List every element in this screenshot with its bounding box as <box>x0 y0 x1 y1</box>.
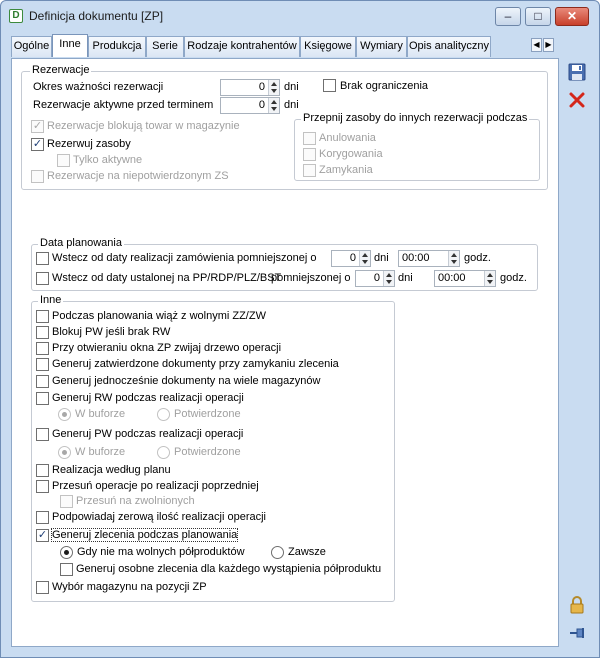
zwijaj-drzewo-label: Przy otwieraniu okna ZP zwijaj drzewo operacji <box>52 342 282 354</box>
korygowania-label: Korygowania <box>319 148 383 160</box>
tab-ksiegowe[interactable]: Księgowe <box>300 36 356 57</box>
tab-scroll-right-button[interactable]: ▶ <box>543 38 554 52</box>
title-bar[interactable] <box>1 1 599 31</box>
tab-rodzaje-kontrahentow[interactable]: Rodzaje kontrahentów <box>184 36 300 57</box>
save-button[interactable] <box>566 61 588 83</box>
tab-opis-analityczny[interactable]: Opis analityczny <box>407 36 491 57</box>
zwijaj-drzewo-checkbox[interactable] <box>36 342 49 355</box>
maximize-button[interactable]: □ <box>525 7 551 26</box>
wstecz-ustalonej-checkbox[interactable] <box>36 272 49 285</box>
okres-waznosci-label: Okres ważności rezerwacji <box>33 81 164 93</box>
przesun-operacje-checkbox[interactable] <box>36 480 49 493</box>
pin-icon <box>567 623 587 643</box>
generuj-zatwierdzone-label: Generuj zatwierdzone dokumenty przy zamykaniu zlecenia <box>52 358 339 370</box>
osobne-zlecenia-checkbox[interactable] <box>60 563 73 576</box>
group-rezerwacje-title: Rezerwacje <box>32 64 90 76</box>
blokuja-towar-checkbox[interactable]: ✓ <box>32 120 43 132</box>
okres-waznosci-stepper[interactable] <box>220 79 280 96</box>
pw-w-buforze-label: W buforze <box>75 446 126 458</box>
tylko-aktywne-label: Tylko aktywne <box>73 154 143 166</box>
wstecz-realizacji-time-value: 00:00 <box>402 252 430 264</box>
przesun-zwolnionych-label: Przesuń na zwolnionych <box>76 495 195 507</box>
zamykania-label: Zamykania <box>319 164 373 176</box>
wiaz-checkbox[interactable] <box>36 310 49 323</box>
minimize-button[interactable]: – <box>495 7 521 26</box>
niepotwierdzone-zs-label: Rezerwacje na niepotwierdzonym ZS <box>47 170 229 182</box>
realizacja-planu-checkbox[interactable] <box>36 464 49 477</box>
wstecz-realizacji-time-stepper[interactable] <box>398 250 460 267</box>
lock-button[interactable] <box>566 594 588 616</box>
generuj-pw-label: Generuj PW podczas realizacji operacji <box>52 428 244 440</box>
niepotwierdzone-zs-checkbox[interactable] <box>31 170 44 183</box>
zawsze-label: Zawsze <box>288 546 326 558</box>
anulowania-checkbox[interactable] <box>303 132 316 145</box>
blokuj-pw-label: Blokuj PW jeśli brak RW <box>52 326 171 338</box>
wstecz-ustalonej-time-stepper[interactable] <box>434 270 496 287</box>
wstecz-ustalonej-unit: dni <box>398 272 413 284</box>
stepper-arrows-icon[interactable] <box>268 80 279 95</box>
app-icon: D <box>9 9 23 23</box>
tab-content-panel <box>11 58 559 647</box>
wybor-magazynu-label: Wybór magazynu na pozycji ZP <box>52 581 207 593</box>
group-inne-title: Inne <box>40 294 62 306</box>
wstecz-ustalonej-days-stepper[interactable] <box>355 270 395 287</box>
zawsze-radio[interactable] <box>271 546 284 559</box>
gdy-nie-ma-label: Gdy nie ma wolnych półproduktów <box>77 546 245 558</box>
generuj-jednoczesnie-checkbox[interactable] <box>36 375 49 388</box>
wstecz-realizacji-label: Wstecz od daty realizacji zamówienia <box>52 252 235 264</box>
realizacja-planu-label: Realizacja według planu <box>52 464 171 476</box>
brak-ograniczenia-checkbox[interactable] <box>323 79 336 92</box>
brak-ograniczenia-label: Brak ograniczenia <box>340 80 429 92</box>
lock-icon <box>567 595 587 615</box>
wstecz-realizacji-mid: pomniejszonej o <box>237 252 317 264</box>
gdy-nie-ma-radio[interactable] <box>60 546 73 559</box>
wstecz-realizacji-suffix: godz. <box>464 252 491 264</box>
pin-button[interactable] <box>566 622 588 644</box>
cancel-button[interactable] <box>566 89 588 111</box>
tab-wymiary[interactable]: Wymiary <box>356 36 407 57</box>
generuj-zatwierdzone-checkbox[interactable] <box>36 358 49 371</box>
aktywne-unit: dni <box>284 99 299 111</box>
wstecz-realizacji-checkbox[interactable] <box>36 252 49 265</box>
przesun-zwolnionych-checkbox[interactable] <box>60 495 73 508</box>
blokuj-pw-checkbox[interactable] <box>36 326 49 339</box>
wstecz-ustalonej-days-value: 0 <box>373 272 380 284</box>
wiaz-label: Podczas planowania wiąż z wolnymi ZZ/ZW <box>52 310 266 322</box>
aktywne-przed-terminem-value: 0 <box>258 99 265 111</box>
wstecz-realizacji-days-stepper[interactable] <box>331 250 371 267</box>
pw-potwierdzone-label: Potwierdzone <box>174 446 241 458</box>
podpowiadaj-zerowa-label: Podpowiadaj zerową ilość realizacji operacji <box>52 511 266 523</box>
wstecz-ustalonej-label: Wstecz od daty ustalonej na PP/RDP/PLZ/BST <box>52 272 282 284</box>
wybor-magazynu-checkbox[interactable] <box>36 581 49 594</box>
pw-potwierdzone-radio[interactable] <box>157 446 170 459</box>
close-button[interactable]: ✕ <box>555 7 589 26</box>
stepper-arrows-icon[interactable] <box>383 271 394 286</box>
wstecz-realizacji-unit: dni <box>374 252 389 264</box>
group-data-planowania-title: Data planowania <box>40 237 122 249</box>
generuj-zlecenia-checkbox[interactable]: ✓ <box>37 529 48 541</box>
wstecz-ustalonej-mid: pomniejszonej o <box>271 272 351 284</box>
aktywne-przed-terminem-stepper[interactable] <box>220 97 280 114</box>
rezerwuj-zasoby-checkbox[interactable]: ✓ <box>32 138 43 150</box>
wstecz-ustalonej-time-value: 00:00 <box>438 272 466 284</box>
tab-ogolne[interactable]: Ogólne <box>11 36 52 57</box>
stepper-arrows-icon[interactable] <box>484 271 495 286</box>
anulowania-label: Anulowania <box>319 132 376 144</box>
tab-scroll-left-button[interactable]: ◀ <box>531 38 542 52</box>
rw-potwierdzone-label: Potwierdzone <box>174 408 241 420</box>
rw-potwierdzone-radio[interactable] <box>157 408 170 421</box>
zamykania-checkbox[interactable] <box>303 164 316 177</box>
tab-inne[interactable]: Inne <box>52 34 88 57</box>
wstecz-realizacji-days-value: 0 <box>349 252 356 264</box>
rw-w-buforze-radio[interactable] <box>58 408 71 421</box>
blokuja-towar-label: Rezerwacje blokują towar w magazynie <box>47 120 240 132</box>
korygowania-checkbox[interactable] <box>303 148 316 161</box>
generuj-zlecenia-label: Generuj zlecenia podczas planowania <box>52 529 238 541</box>
wstecz-ustalonej-suffix: godz. <box>500 272 527 284</box>
rezerwuj-zasoby-label: Rezerwuj zasoby <box>47 138 131 150</box>
cancel-icon <box>567 90 587 110</box>
window-title: Definicja dokumentu [ZP] <box>29 9 164 23</box>
save-icon <box>567 62 587 82</box>
generuj-rw-checkbox[interactable] <box>36 392 49 405</box>
group-przepnij-title: Przepnij zasoby do innych rezerwacji podczas <box>303 112 528 124</box>
stepper-arrows-icon[interactable] <box>359 251 370 266</box>
generuj-rw-label: Generuj RW podczas realizacji operacji <box>52 392 244 404</box>
rw-w-buforze-label: W buforze <box>75 408 126 420</box>
generuj-pw-checkbox[interactable] <box>36 428 49 441</box>
tab-serie[interactable]: Serie <box>146 36 184 57</box>
generuj-jednoczesnie-label: Generuj jednocześnie dokumenty na wiele magazynów <box>52 375 321 387</box>
tylko-aktywne-checkbox[interactable] <box>57 154 70 167</box>
przesun-operacje-label: Przesuń operacje po realizacji poprzedniej <box>52 480 259 492</box>
tab-produkcja[interactable]: Produkcja <box>88 36 146 57</box>
podpowiadaj-zerowa-checkbox[interactable] <box>36 511 49 524</box>
okres-unit: dni <box>284 81 299 93</box>
pw-w-buforze-radio[interactable] <box>58 446 71 459</box>
stepper-arrows-icon[interactable] <box>268 98 279 113</box>
osobne-zlecenia-label: Generuj osobne zlecenia dla każdego wystąpienia półproduktu <box>76 563 382 575</box>
okres-waznosci-value: 0 <box>258 81 265 93</box>
stepper-arrows-icon[interactable] <box>448 251 459 266</box>
aktywne-przed-terminem-label: Rezerwacje aktywne przed terminem <box>33 99 214 111</box>
